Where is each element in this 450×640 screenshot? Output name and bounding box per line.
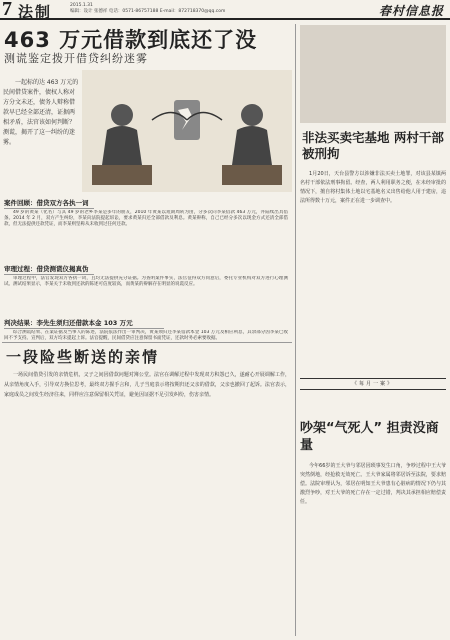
main-subheadline: 测谎鉴定拨开借贷纠纷迷雾 xyxy=(4,52,148,65)
story-headline: 一段险些断送的亲情 xyxy=(6,348,160,366)
section2-text xyxy=(4,276,288,316)
section-name: 法制 xyxy=(18,3,53,21)
section1-text xyxy=(4,210,288,260)
right-text1 xyxy=(300,170,446,370)
lead-paragraph: 一起标的达 463 万元的民间借贷案件，债权人称对方分文未还，债务人辩称借款早已经全部还清，证据两相矛盾，法官该如何判断？测谎，揭开了这一纠纷的迷雾。 xyxy=(3,79,79,146)
page-header xyxy=(0,0,450,20)
main-headline: 463 万元借款到底还了没 xyxy=(4,28,258,52)
section1-body: 49 岁的黄某（化名）与其 49 岁的老乡李某是多年的朋友，2010 年黄某以短期周转为由，分多次向李某借款 463 万元，并陆续出具借条。2014 年 2 月，双方产生纠纷，李某向法院提起诉讼，要求黄某归还全部借款及利息。黄某辩称，自己已经分多次以现金方式还清全部借款，但无法提供还款凭证，而李某则坚称从未收到过任何还款。 xyxy=(4,210,288,228)
story-text xyxy=(4,370,290,636)
newspaper-brand: 春村信息报 xyxy=(378,4,444,18)
column-banner: 《每月一案》 xyxy=(300,378,446,390)
section1-title: 案件回顾：借贷双方各执一词 xyxy=(4,198,94,209)
section-divider xyxy=(2,342,292,343)
right-text2 xyxy=(300,462,446,636)
editor-contact: 编辑：设计 张德祥 电话：0571-86757188 E-mail：872718370@qq.com xyxy=(70,9,226,14)
right-headline: 非法买卖宅基地 两村干部被刑拘 xyxy=(302,130,444,161)
courtroom-illustration xyxy=(82,70,292,192)
header-info xyxy=(70,3,225,15)
page-number: 7 xyxy=(2,0,12,20)
story-body: 一场民间借贷引发的亲情危机，父子之间因借款问题对簿公堂。法官在调解过程中发现双方积怨已久，遂耐心开展调解工作，从亲情角度入手，引导双方换位思考，最终双方握手言和，儿子当庭表示将按期归还父亲的借款，父亲也撤回了起诉。法官表示，家庭成员之间发生经济往来，同样应注意保留相关凭证，避免因证据不足引发纠纷，伤害亲情。 xyxy=(4,372,290,398)
section3-body: 综合测谎结果、在案证据及当事人的陈述，法院依法作出一审判决，黄某须归还李某借款本金 103 万元及相应利息，其余部分因李某已收回不予支持。宣判后，双方均未提起上诉。法官提醒，民间借贷应注意保留书面凭证，还款时务必索要收据。 xyxy=(4,330,288,342)
section3-title: 判决结果：李先生须归还借款本金 103 万元 xyxy=(4,318,164,329)
right-body2: 今年66岁的王大爷与邻居因琐事发生口角，争吵过程中王大爷突然倒地，经抢救无效死亡。王大爷家属将邻居诉至法院，要求赔偿。法院审理认为，邻居在明知王大爷患有心脏病的情况下仍与其激烈争吵，对王大爷的死亡存在一定过错，判决其承担相应赔偿责任。 xyxy=(300,463,446,505)
section3-text xyxy=(4,330,288,342)
section2-body: 审理过程中，法官发现双方各执一词，且均无法提供充分证据。为查明案件事实，法官征得双方同意后，委托专业机构对双方进行心理测试。测试结果显示，李某关于未收到还款的陈述可信度较高，而黄某的辩解存在明显的说谎反应。 xyxy=(4,276,288,288)
right-body1: 1月20日，天台县警方以涉嫌非法买卖土地罪，对该县某镇两名村干部依法刑事拘留。经查，两人利用职务之便，在未经审批的情况下，擅自将村集体土地以宅基地名义出售给他人用于建房，违法所得数十万元，案件正在进一步调查中。 xyxy=(300,171,446,204)
section2-title: 审理过程：借贷测谎仪揭真伪 xyxy=(4,264,94,275)
news-photo xyxy=(300,25,446,123)
issue-date: 2015.1.31 xyxy=(70,3,93,8)
column-divider xyxy=(295,24,296,636)
right-headline2: 吵架“气死人” 担责没商量 xyxy=(300,421,439,453)
